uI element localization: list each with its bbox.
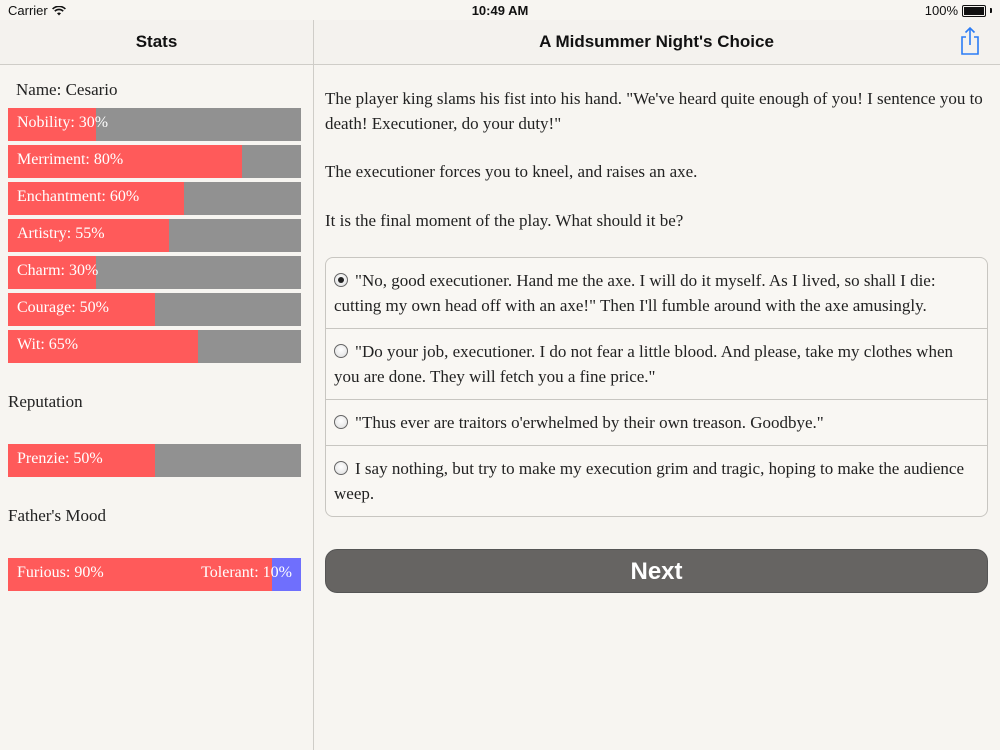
next-button[interactable]: Next — [325, 549, 988, 593]
stat-label: Prenzie: 50% — [17, 450, 103, 467]
stat-label: Enchantment: 60% — [17, 188, 140, 205]
clock: 10:49 AM — [471, 3, 529, 18]
reputation-heading: Reputation — [8, 392, 83, 411]
stat-bar-wit — [8, 330, 301, 363]
stat-label: Courage: 50% — [17, 299, 109, 316]
choice-text: I say nothing, but try to make my execution grim and tragic, hoping to make the audience weep. — [334, 459, 965, 503]
battery-icon — [962, 5, 986, 17]
radio-button[interactable] — [334, 461, 348, 475]
stat-bar-nobility — [8, 108, 301, 141]
stat-label: Merriment: 80% — [17, 151, 124, 168]
battery-percent: 100% — [924, 3, 958, 18]
tolerant-label: Tolerant: 10% — [201, 564, 292, 581]
story-title: A Midsummer Night's Choice — [539, 32, 774, 51]
choice-option[interactable] — [326, 446, 987, 516]
split-divider — [313, 64, 314, 750]
stat-label: Artistry: 55% — [17, 225, 105, 242]
story-paragraph: The executioner forces you to kneel, and raises an axe. — [325, 162, 698, 181]
stat-bar-charm — [8, 256, 301, 289]
carrier-label: Carrier — [8, 3, 48, 18]
choice-list — [325, 257, 988, 517]
stat-bar-merriment — [8, 145, 301, 178]
radio-button[interactable] — [334, 415, 348, 429]
furious-label: Furious: 90% — [17, 564, 104, 581]
choice-option[interactable] — [326, 400, 987, 446]
navigation-bar — [0, 20, 1000, 65]
stat-label: Nobility: 30% — [17, 114, 109, 131]
stat-bar-courage — [8, 293, 301, 326]
stats-panel — [0, 64, 313, 750]
choice-text: "Thus ever are traitors o'erwhelmed by their own treason. Goodbye." — [355, 413, 824, 432]
radio-button[interactable] — [334, 344, 348, 358]
stat-label: Wit: 65% — [17, 336, 79, 353]
story-paragraph: It is the final moment of the play. What should it be? — [325, 211, 684, 230]
story-paragraph: The player king slams his fist into his hand. "We've heard quite enough of you! I sentence you to death! Executioner, do your duty!" — [325, 89, 983, 133]
battery-indicator — [925, 3, 992, 18]
character-name: Name: Cesario — [16, 80, 118, 99]
choice-text: "No, good executioner. Hand me the axe. I will do it myself. As I lived, so shall I die: cutting my own head off with an axe!" Then I'll fumble around with the axe amusingly. — [334, 271, 936, 315]
stat-label: Charm: 30% — [17, 262, 99, 279]
choice-option[interactable] — [326, 329, 987, 400]
stat-bar-prenzie — [8, 444, 301, 477]
choice-option[interactable] — [326, 258, 987, 329]
choice-text: "Do your job, executioner. I do not fear a little blood. And please, take my clothes when you are done. They will fetch you a fine price." — [334, 342, 954, 386]
father-mood-heading: Father's Mood — [8, 506, 106, 525]
share-icon — [958, 26, 982, 56]
stat-bar-artistry — [8, 219, 301, 252]
stats-title: Stats — [135, 32, 178, 51]
stat-bar-enchantment — [8, 182, 301, 215]
opposed-bar-father-mood — [8, 558, 301, 591]
stats-header — [0, 20, 314, 64]
share-button[interactable] — [958, 26, 982, 56]
radio-button[interactable] — [334, 273, 348, 287]
status-bar — [0, 0, 1000, 20]
